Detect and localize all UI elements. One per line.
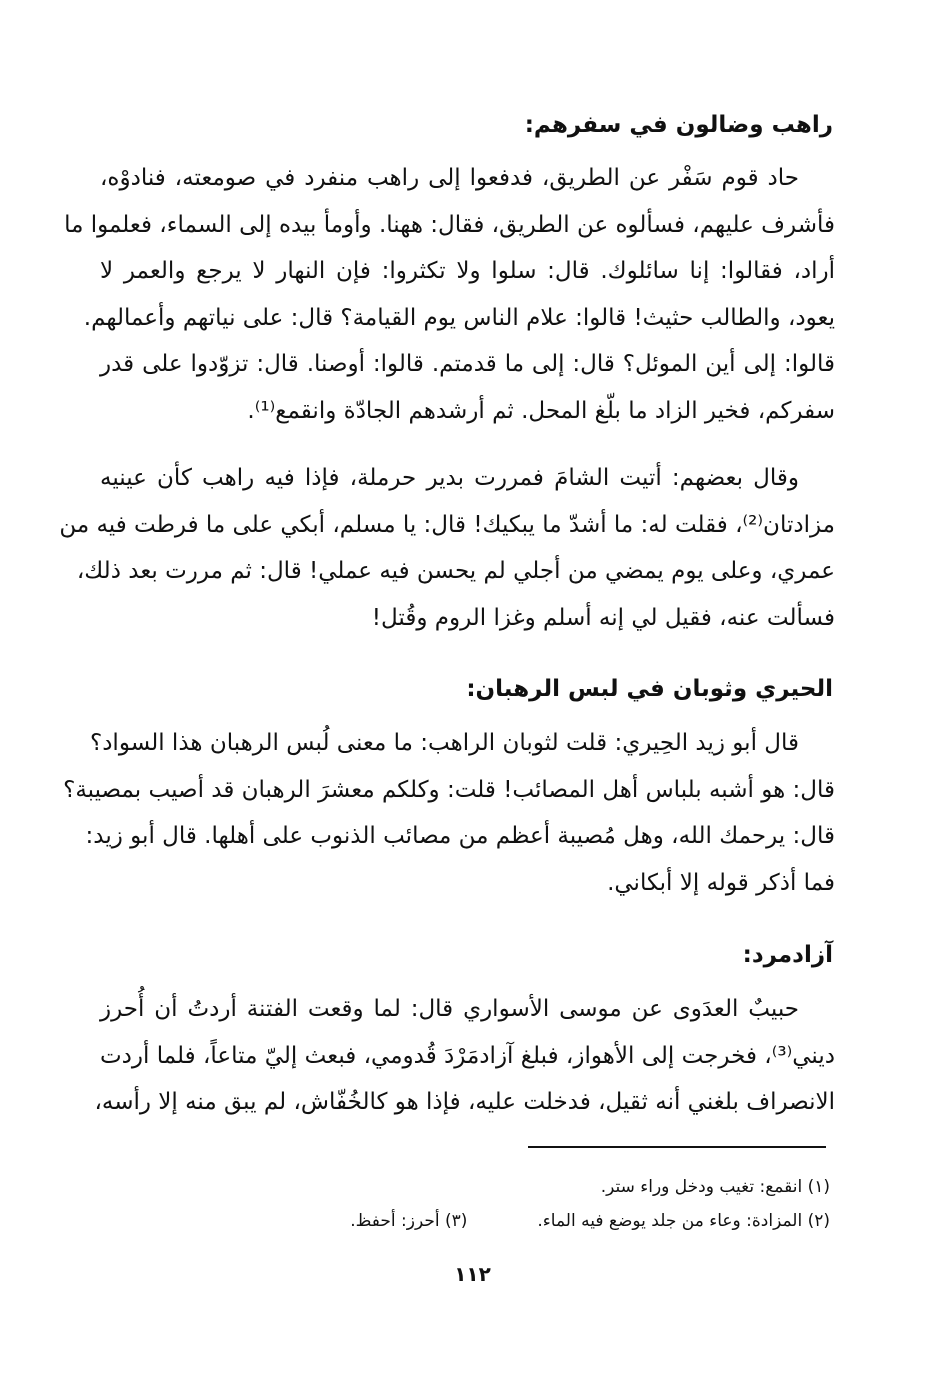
- footnote-1: (١) انقمع: تغيب ودخل وراء ستر.: [600, 1177, 830, 1197]
- text-line: أراد، فقالوا: إنا سائلوك. قال: سلوا ولا تكثروا: فإن النهار لا يرجع والعمر لا: [100, 258, 835, 284]
- text-line: عمري، وعلى يوم يمضي من أجلي لم يحسن فيه عملي! قال: ثم مررت بعد ذلك،: [76, 558, 835, 584]
- footnote-row-2-3: [350, 1204, 830, 1238]
- text-line: قال: هو أشبه بلباس أهل المصائب! قلت: وكلكم معشرَ الرهبان قد أصيب بمصيبة؟: [63, 776, 835, 803]
- text-line: الانصراف بلغني أنه ثقيل، فدخلت عليه، فإذا هو كالخُفّاش، لم يبق منه إلا رأسه،: [94, 1089, 835, 1115]
- text-line: سفركم، فخير الزاد ما بلّغ المحل. ثم أرشدهم الجادّة وانقمع⁽¹⁾.: [247, 397, 835, 424]
- paragraph-weeping-monk: [59, 455, 835, 641]
- section-heading-hiri-thawban: الحيري وثوبان في لبس الرهبان:: [466, 676, 833, 702]
- section-heading-azadmard: آزادمرد:: [742, 942, 833, 968]
- section-heading-monk-travelers: راهب وضالون في سفرهم:: [524, 112, 833, 138]
- footnote-3: (٣) أحرز: أحفظ.: [350, 1211, 468, 1231]
- text-line: قال أبو زيد الحِيري: قلت لثوبان الراهب: ما معنى لُبس الرهبان هذا السواد؟: [89, 730, 799, 756]
- paragraph-hiri-thawban: [63, 720, 835, 906]
- footnote-2: (٢) المزادة: وعاء من جلد يوضع فيه الماء.: [537, 1211, 830, 1231]
- paragraph-azadmard: [94, 986, 835, 1126]
- footnotes: [350, 1170, 830, 1238]
- text-line: يعود، والطالب حثيث! قالوا: علام الناس يوم القيامة؟ قال: على نياتهم وأعمالهم.: [83, 304, 835, 331]
- text-line: وقال بعضهم: أتيت الشامَ فمررت بدير حرملة، فإذا فيه راهب كأن عينيه: [100, 465, 799, 491]
- text-line: فسألت عنه، فقيل لي إنه أسلم وغزا الروم وقُتل!: [371, 604, 835, 631]
- text-line: قالوا: إلى أين الموئل؟ قال: إلى ما قدمتم. قالوا: أوصنا. قال: تزوّدوا على قدر: [100, 351, 835, 377]
- footnote-divider: [528, 1146, 826, 1148]
- text-line: مزادتان⁽²⁾، فقلت له: ما أشدّ ما يبكيك! قال: يا مسلم، أبكي على ما فرطت فيه من: [59, 511, 835, 538]
- paragraph-monk-travelers: [64, 155, 835, 434]
- text-line: حبيبٌ العدَوى عن موسى الأسواري قال: لما وقعت الفتنة أردتُ أن أُحرز: [100, 996, 799, 1022]
- text-line: فما أذكر قوله إلا أبكاني.: [607, 869, 835, 896]
- text-line: فأشرف عليهم، فسألوه عن الطريق، فقال: ههنا. وأومأ بيده إلى السماء، فعلموا ما: [64, 211, 835, 238]
- page-number: ١١٢: [454, 1262, 491, 1286]
- text-line: قال: يرحمك الله، وهل مُصيبة أعظم من مصائب الذنوب على أهلها. قال أبو زيد:: [85, 823, 835, 849]
- text-line: ديني⁽³⁾، فخرجت إلى الأهواز، فبلغ آزادمَرْدَ قُدومي، فبعث إليّ متاعاً، فلما أردت: [100, 1042, 835, 1069]
- text-line: حاد قوم سَفْر عن الطريق، فدفعوا إلى راهب منفرد في صومعته، فنادوْه،: [100, 165, 799, 191]
